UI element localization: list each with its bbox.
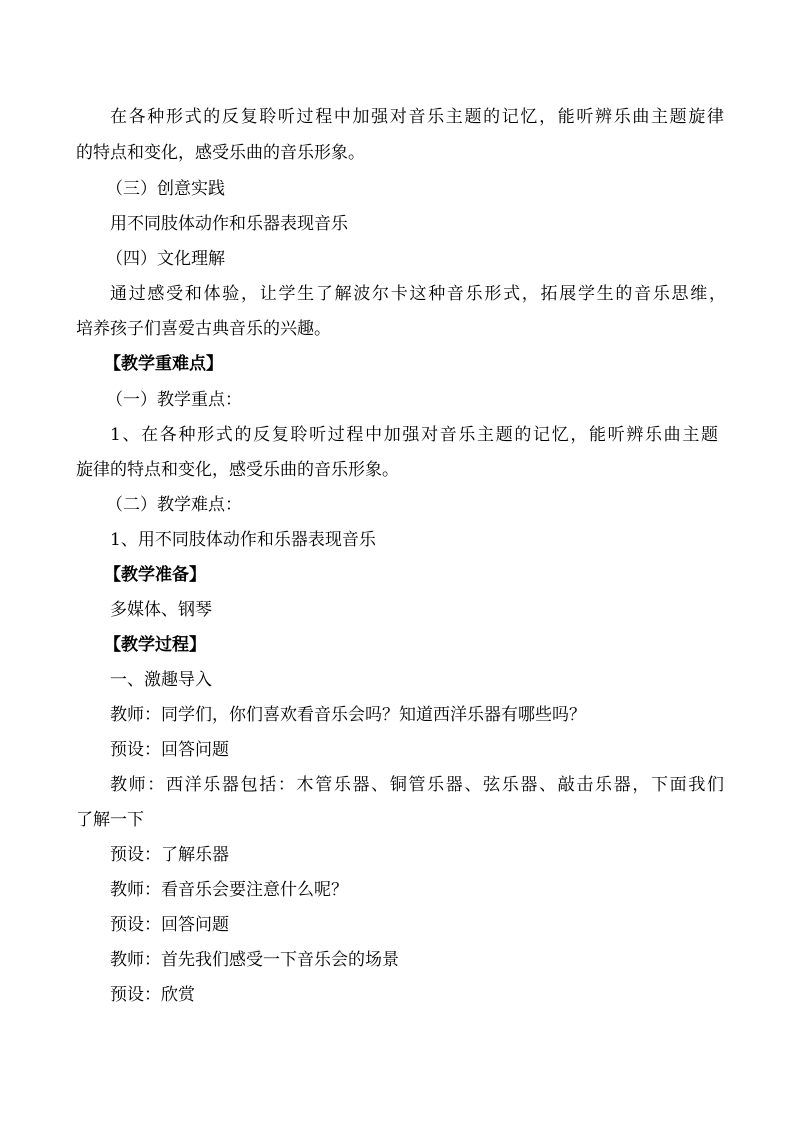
paragraph-line: 用不同肢体动作和乐器表现音乐: [110, 214, 348, 234]
paragraph-line: 预设：回答问题: [110, 740, 229, 760]
paragraph-line: 教师：首先我们感受一下音乐会的场景: [110, 950, 399, 970]
section-title: 【教学重难点】: [104, 354, 223, 374]
paragraph-line: 预设：了解乐器: [110, 845, 229, 865]
paragraph-line: 教师：同学们，你们喜欢看音乐会吗？知道西洋乐器有哪些吗？: [110, 705, 586, 725]
paragraph-line: 的特点和变化，感受乐曲的音乐形象。: [76, 143, 365, 163]
paragraph-line: 旋律的特点和变化，感受乐曲的音乐形象。: [76, 460, 399, 480]
paragraph-line: 培养孩子们喜爱古典音乐的兴趣。: [76, 319, 331, 339]
paragraph-line: 了解一下: [76, 810, 144, 830]
paragraph-line: 教师：看音乐会要注意什么呢？: [110, 880, 348, 900]
paragraph-line: 预设：欣赏: [110, 985, 195, 1005]
paragraph-line: 多媒体、钢琴: [110, 600, 212, 620]
section-title: 【教学过程】: [104, 635, 206, 655]
paragraph-line: 1、用不同肢体动作和乐器表现音乐: [110, 530, 376, 550]
section-heading: （三）创意实践: [106, 179, 225, 199]
subsection-heading: （一）教学重点：: [106, 390, 242, 410]
paragraph-line: 通过感受和体验，让学生了解波尔卡这种音乐形式，拓展学生的音乐思维，: [110, 284, 726, 304]
section-title: 【教学准备】: [104, 565, 206, 585]
section-heading: （四）文化理解: [106, 249, 225, 269]
paragraph-line: 教师：西洋乐器包括：木管乐器、铜管乐器、弦乐器、敲击乐器，下面我们: [110, 775, 724, 795]
subsection-heading: 一、激趣导入: [110, 670, 212, 690]
paragraph-line: 在各种形式的反复聆听过程中加强对音乐主题的记忆，能听辨乐曲主题旋律: [110, 107, 724, 127]
paragraph-line: 1、在各种形式的反复聆听过程中加强对音乐主题的记忆，能听辨乐曲主题: [110, 425, 718, 445]
subsection-heading: （二）教学难点：: [106, 495, 242, 515]
paragraph-line: 预设：回答问题: [110, 915, 229, 935]
